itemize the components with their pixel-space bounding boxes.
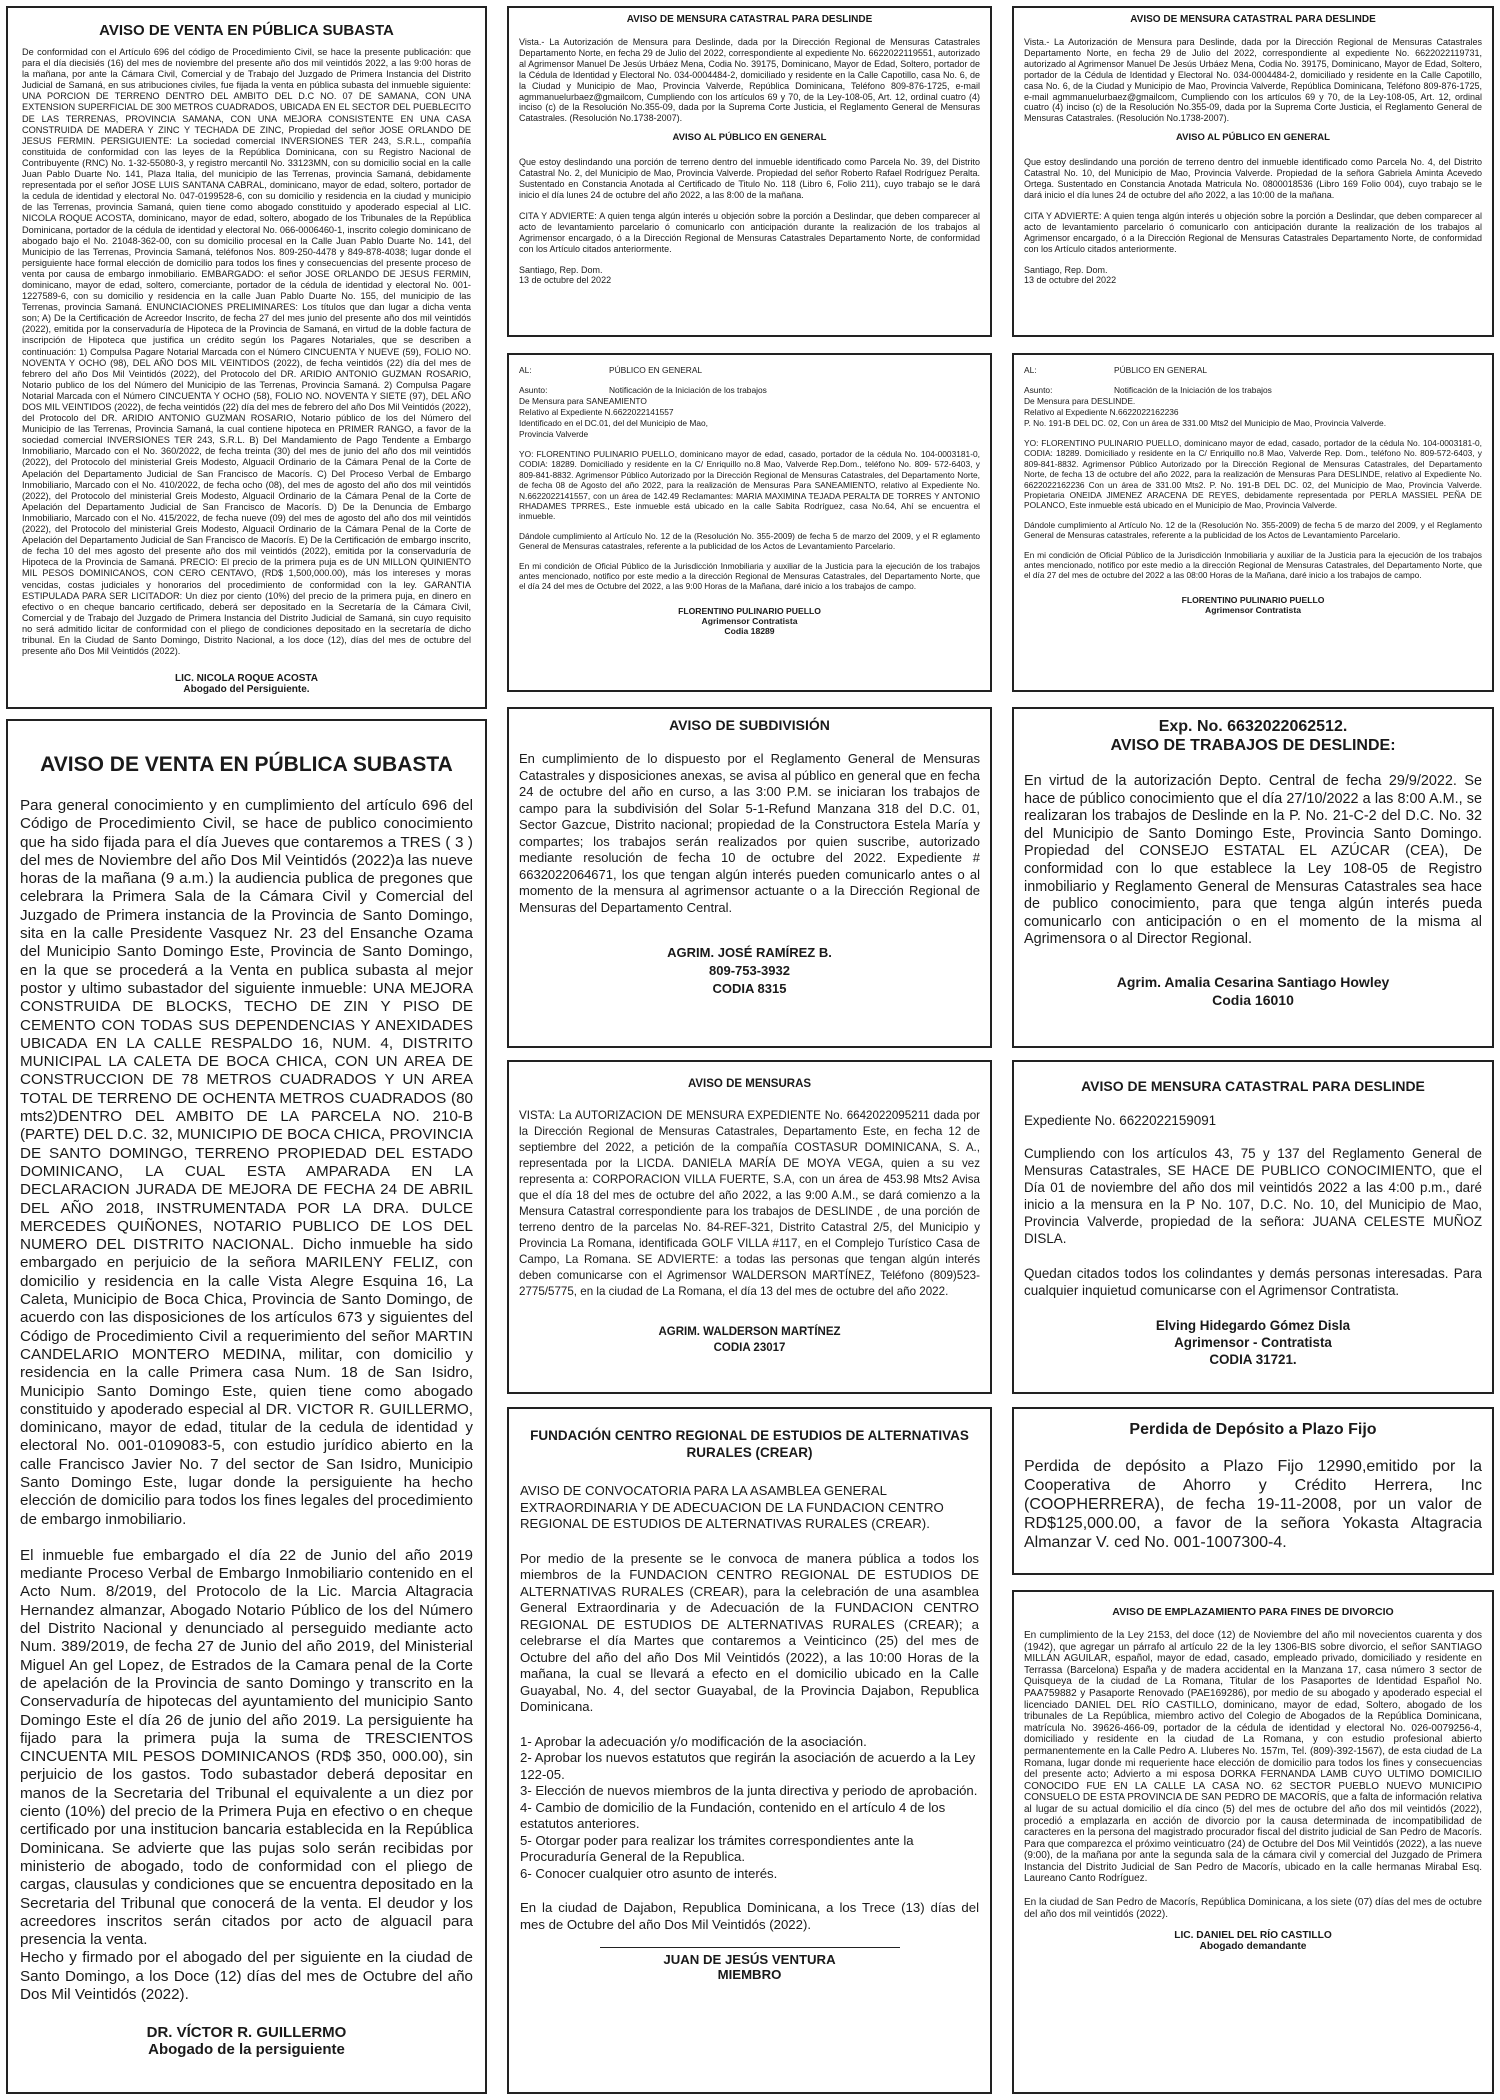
agenda-item: 1- Aprobar la adecuación y/o modificación de la asociación. [520,1733,867,1749]
field-label: Asunto: [519,385,548,395]
signature-phone: 809-753-3932 [709,963,790,978]
notice-title: AVISO DE MENSURA CATASTRAL PARA DESLINDE [1081,1078,1425,1094]
signature-role: MIEMBRO [717,1967,782,1982]
notice-title: FUNDACIÓN CENTRO REGIONAL DE ESTUDIOS DE ALTERNATIVAS RURALES (CREAR) [530,1428,969,1460]
notice-paragraph: En la ciudad de San Pedro de Macorís, República Dominicana, a los siete (07) días del mes de octubre del año dos mil veintidós (2022). [1024,1897,1482,1920]
notice-deslinde-works [1012,707,1494,1048]
notice-date: 13 de octubre del 2022 [519,275,612,286]
signature-line [600,1947,900,1948]
signature-role: Abogado de la persiguiente [148,2041,345,2059]
notice-paragraph: Dándole cumplimiento al Artículo No. 12 de la (Resolución No. 355-2009) de fecha 5 de marzo del 2009, y el Reglamento General de Mensuras catastrales, referente a la publicidad de los Actos de Levantamiento Parcelario. [1024,519,1482,541]
notice-line: Identificado en el DC.01, del del Municipio de Mao, [519,418,709,428]
signature-name: AGRIM. WALDERSON MARTÍNEZ [658,1326,841,1338]
notice-auction-samana [6,6,487,709]
signature-role: Abogado del Persiguiente. [183,684,310,696]
notice-paragraph: Que estoy deslindando una porción de terreno dentro del inmueble identificado como Parcela No. 39, del Distrito Catastral No. 2, del Municipio de Mao, Provincia Valverde. Propiedad del señor Roberto Rafael Rodríguez Peralta. Sustentado en Constancia Anotada al Certificado de Titulo No. 118 (Libro 6, Folio 211), cuyo trabajo se le dará inicio el día lunes 24 de octubre del año 2022, a las 8:00 de la mañana. [519,157,980,200]
notice-paragraph: En mi condición de Oficial Público de la Jurisdicción Inmobiliaria y auxiliar de la Justicia para la ejecución de los trabajos antes mencionado, notifico por este medio a la dirección Regional de Mensuras Catastrales, del Departamento Norte, que el día 27 del mes de octubre del 2022 a las 08:00 Horas de la Mañana, daré inicio a los trabajos de campo. [1024,549,1482,581]
signature-role: Agrimensor Contratista [701,615,798,626]
notice-paragraph: Vista.- La Autorización de Mensura para Deslinde, dada por la Dirección Regional de Mensuras Catastrales Departamento Norte, en fecha 29 de Julio del 2022, correspondiente al expediente No. 6622022119551, autorizado al Agrimensor Manuel De Jesús Urbáez Mena, Codia No. 39175, Dominicano, Mayor de Edad, Soltero, portador de la Cédula de Identidad y Electoral No. 034-0004484-2, domiciliado y residente en la Calle Capotillo, casa No. 6, de la Ciudad y Municipio de Mao, Provincia Valverde, República Dominicana, Teléfono 809-876-1725, e-mail agmmanuelurbaez@gmailcom, Cumpliendo con los artículos 69 y 70, de la Ley-108-05, Art. 12, ordinal cuatro (4) inciso (c) de la Resolución No.355-09, dada por la Suprema Corte Justicia, el Reglamento General de Mensuras Catastrales. (Resolución No.1738-2007). [519,37,980,124]
notice-auction-santo-domingo [6,719,487,2094]
signature-role: Abogado demandante [1199,1941,1307,1953]
notice-cadastral-survey-parcel-4 [1012,6,1494,337]
notice-paragraph: Cumpliendo con los artículos 43, 75 y 137 del Reglamento General de Mensuras Catastrales, SE HACE DE PUBLICO CONOCIMIENTO, que el Día 01 de noviembre del año dos mil veintidós 2022 a las 4:00 p.m., daré inicio a la mensura en la P No. 107, D.C. No. 10, del Municipio de Mao, Provincia Valverde, propiedad de la señora: JUANA CELESTE MUÑOZ DISLA. [1024,1146,1482,1246]
notice-paragraph: Quedan citados todos los colindantes y demás personas interesadas. Para cualquier inquietud comunicarse con el Agrimensor Contratista. [1024,1266,1482,1298]
signature-codia: Codia 16010 [1212,991,1294,1008]
notice-cadastral-survey-p107 [1012,1060,1494,1394]
notice-paragraph: Para general conocimiento y en cumplimiento del artículo 696 del Código de Procedimiento Civil, se hace de publico conocimiento que ha sido fijada para el día Jueves que contaremos a TRES ( 3 ) del mes de Noviembre del año Dos Mil Veintidós (2022)a las nueve horas de la mañana (9 a.m.) la audiencia publica de pregones que celebrara la Primera Sala de la Cámara Civil y Comercial del Juzgado de Primera instancia de la Provincia de Santo Domingo, sita en la calle Presidente Vasquez Nr. 23 del Ensanche Ozama del Municipio Santo Domingo Este, Provincia de Santo Domingo, en la que se procederá a la Venta en publica subasta al mejor postor y ultimo subastador del siguiente inmueble: UNA MEJORA CONSTRUIDA DE BLOCKS, TECHO DE ZIN Y PISO DE CEMENTO CON TODAS SUS DEPENDENCIAS Y ANEXIDADES UBICADA EN LA CALLE RESPALDO 16, NUM. 4, DISTRITO MUNICIPAL LA CALETA DE BOCA CHICA, CON UN AREA DE CONSTRUCCION DE 78 METROS CUADRADOS Y UN AREA TOTAL DE TERRENO DE OCHENTA METROS CUADRADOS (80 mts2)DENTRO DEL AMBITO DE LA PARCELA NO. 210-B (PARTE) DEL D.C. 32, MUNICIPIO DE BOCA CHICA, PROVINCIA DE SANTO DOMINGO, TERRENO PROPIEDAD DEL ESTADO DOMINICANO, LA CUAL ESTA AMPARADA EN LA DECLARACION JURADA DE MEJORA DE FECHA 24 DE ABRIL DEL AÑO 2018, INSTRUMENTADA POR LA DRA. DULCE MERCEDES QUIÑONES, NOTARIO PUBLICO DE LOS DEL NUMERO DEL DISTRITO NACIONAL. Dicho inmueble ha sido embargado en perjuicio de la señora MARILENY FELIZ, con domicilio y residencia en la calle Vista Alegre Esquina 16, La Caleta, Municipio de Boca Chica, Provincia de Santo Domingo, de acuerdo con las disposiciones de los artículos 673 y siguientes del Código de Procedimiento Civil a requerimiento del señor MARTIN CANDELARIO MONTERO MEDINA, militar, con domicilio y residencia en la calle Primera casa Num. 18 de San Isidro, Municipio Santo Domingo Este, quien tiene como abogado constituido y apoderado especial al DR. VICTOR R. GUILLERMO, dominicano, mayor de edad, titular de la cedula de identidad y electoral No. 001-0109083-5, con estudio jurídico abierto en la calle Francisco Javier No. 7 del sector de San Isidro, Municipio Santo Domingo Este, lugar donde la persiguiente ha hecho elección de domicilio para todos los fines legales del procedimiento de embargo inmobiliario. [20,797,473,1528]
field-value: PÚBLICO EN GENERAL [609,365,703,375]
notice-paragraph: Hecho y firmado por el abogado del per siguiente en la ciudad de Santo Domingo, a los Doce (12) días del mes de Octubre del año Dos Mil Veintidós (2022). [20,1949,473,2003]
notice-title: AVISO DE MENSURA CATASTRAL PARA DESLINDE [626,14,873,25]
notice-body: De conformidad con el Artículo 696 del código de Procedimiento Civil, se hace la presente publicación: que para el día diecisiés (16) del mes de noviembre del presente año dos mil veintidós 2022, a las 9:00 horas de la mañana, por ante la Cámara Civil, Comercial y de Trabajo del Juzgado de Primera Instancia del Distrito Judicial de Samaná, en sus atribuciones civiles, fue fijada la venta en pública subasta del inmueble siguiente: UNA PORCION DE TERRENO DENTRO DEL AMBITO DEL D.C NO. 07 DE SAMANA, CON UNA EXTENSION SUPERFICIAL DE 300 METROS CUADRADOS, UBICADA EN EL SECTOR DEL PUEBLECITO DE LAS TERRENAS, PROVINCIA SAMANA, CON UNA MEJORA CONSISTENTE EN UNA CASA CONSTRUIDA DE MADERA Y ZINC Y TECHADA DE ZINC, Propiedad del señor JOSE ORLANDO DE JESUS FERMIN. PERSIGUIENTE: La sociedad comercial INVERSIONES TER 243, S.R.L., compañía constituida de conformidad con las leyes de la República Dominicana, con su Registro Nacional de Contribuyente (RNC) No. 1-32-55080-3, y registro mercantil No. 33123MN, con su domicilio social en la calle Juan Pablo Duarte No. 141, Plaza Italia, del municipio de las Terrenas, provincia Samaná, debidamente representada por el señor JOSE LUIS SANTANA CABRAL, dominicano, mayor de edad, soltero, portador de la cedula de identidad y electoral No. 047-0199528-6, con su domicilio y residencia en la ciudad y municipio de las Terrenas, provincia Samaná, quien tiene como abogado constituido y apoderado especial al LIC. NICOLA ROQUE ACOSTA, dominicano, mayor de edad, soltero, abogado de los Tribunales de la República Dominicana, portador de la cédula de identidad y electoral No. 066-0006460-1, inscrito colegio dominicano de abogado bajo el No. 21048-362-00, con su domicilio procesal en la Calle Juan Pablo Duarte No. 141, del Municipio de las Terrenas, Provincia Samaná, teléfonos Nos. 809-250-4478 y 849-878-4038; lugar donde el persiguiente hace formal elección de domicilio para todos los fines y consecuencias del presente proceso de venta por causa de embargo inmobiliario. EMBARGADO: el señor JOSE ORLANDO DE JESUS FERMIN, dominicano, mayor de edad, soltero, comerciante, portador de la cédula de identidad y electoral No. 001-1227589-6, con su domicilio y residencia en la calle Juan Pablo Duarte No. 155, del municipio de las Terrenas, provincia Samaná. ENUNCIACIONES PRELIMINARES: Los títulos que dan lugar a dicha venta son; A) De la Certificación de Acreedor Inscrito, de fecha 27 del mes junio del presente año dos mil veintidós (2022), emitida por la conservaduría de Hipoteca de la Provincia de Samaná, en virtud de la doble factura de inscripción de Hipoteca que justifica un crédito según los Pagares Notariales, que se describen a continuación: 1) Compulsa Pagare Notarial Marcada con el Número CINCUENTA Y NUEVE (59), FOLIO NO. NOVENTA Y OCHO (98), DEL AÑO DOS MIL VEINTIDOS (2022), de fecha veintidós (22) día del mes de febrero del año Dos Mil Veintidós (2022), del Protocolo del DR. ARIDIO ANTONIO GUZMAN ROSARIO, Notario publico de los del Número del Municipio de las Terrenas, Provincia Samaná. 2) Compulsa Pagare Notarial Marcada con el Número CINCUENTA Y OCHO (58), FOLIO NO. NOVENTA Y SIETE (97), DEL AÑO DOS MIL VEINTIDOS (2022), de fecha veintidós (22) día del mes de febrero del año Dos Mil Veintidós (2022), del Protocolo del DR. ARIDIO ANTONIO GUZMAN ROSARIO, Notario público de los del Número del Municipio de las Terrenas, Provincia Samaná, la cual contiene hipoteca en PRIMER RANGO, a favor de la sociedad comercial INVERSIONES TER 243, S.R.L. B) Del Mandamiento de Pago Tendente a Embargo Inmobiliario, Marcado con el No. 360/2022, de fecha treinta (30) del mes de junio del año dos mil veintidós (2022), del Protocolo del ministerial Greis Modesto, Alguacil Ordinario de la Cámara Penal de la Corte de Apelación del Departamento Judicial de San Francisco de Macorís. C) Del Proceso Verbal de Embargo Inmobiliario, Marcado con el No. 410/2022, de fecha ocho (08), del mes de agosto del año dos mil veintidós (2022), del Protocolo del ministerial Greis Modesto, Alguacil Ordinario de la Cámara Penal de la Corte de Apelación del Departamento Judicial de San Francisco de Macorís. D) De la Denuncia de Embargo Inmobiliario, Marcado con el No. 415/2022, de fecha nueve (09) del mes de agosto del año dos mil veintidós (2022), del Protocolo del ministerial Greis Modesto, Alguacil Ordinario de la Cámara Penal de la Corte de Apelación del Departamento Judicial de San Francisco de Macorís. E) De la Certificación de embargo inscrito, de fecha 10 del mes agosto del presente año dos mil veintidós (2022), emitida por la conservaduría de Hipoteca de la Provincia de Samaná. PRECIO: El precio de la primera puja es de UN MILLON QUINIENTO MIL PESOS DOMINICANOS, CON CERO CENTAVO, (RD$ 1,500,000.00), más los intereses y moras vencidas, costas judiciales y honorarios del procedimiento de conformidad con la ley. GARANTIA ESTIPULADA PARA SER LICITADOR: Un diez por ciento (10%) del precio de la primera puja, en dinero en efectivo o en cheque bancario certificado, deberá ser depositado en la Secretaría de la Cámara Civil, Comercial y de Trabajo del Juzgado de Primera Instancia del Distrito Judicial de Samaná, sin cuyo requisito no será admitido licitar de conformidad con el pliego de condiciones depositado en la secretaría de dicho tribunal. En la Ciudad de Santo Domingo, Distrito Nacional, a los doce (12), días del mes de octubre del presente año Dos Mil Veintidós (2022). [22,47,471,657]
notice-title: AVISO DE VENTA EN PÚBLICA SUBASTA [40,753,453,776]
notice-title: AVISO DE EMPLAZAMIENTO PARA FINES DE DIVORCIO [1112,1606,1394,1618]
agenda-item: 4- Cambio de domicilio de la Fundación, contenido en el artículo 4 de los estatutos anteriores. [520,1799,946,1831]
signature-codia: CODIA 23017 [713,1342,786,1354]
signature-name: FLORENTINO PULINARIO PUELLO [678,605,821,616]
notice-expediente: Expediente No. 6622022159091 [1024,1113,1217,1128]
notice-subtitle: AVISO AL PÚBLICO EN GENERAL [672,132,827,144]
notice-date: 13 de octubre del 2022 [1024,275,1117,286]
field-label: Asunto: [1024,385,1053,395]
notice-divorce-summons [1012,1590,1494,2094]
signature-codia: Codia 18289 [724,625,775,636]
notice-paragraph: Dándole cumplimiento al Artículo No. 12 de la (Resolución No. 355-2009) de fecha 5 de marzo del 2009, y el R eglamento General de Mensuras catastrales, referente a la publicidad de los Actos de Levantamiento Parcelario. [519,530,980,552]
notice-paragraph: CITA Y ADVIERTE: A quien tenga algún interés u objeción sobre la porción a Deslindar, que deben comparecer al acto de levantamiento parcelario ó comunicarlo con anticipación durante la realización de los trabajos al Agrimensor encargado, ó a la Dirección Regional de Mensuras Catastrales Departamento Norte, de conformidad con los Artículo citados anteriormente. [519,210,980,254]
notice-paragraph: En la ciudad de Dajabon, Republica Dominicana, a los Trece (13) días del mes de Octubre del año Dos Mil Veintidós (2022). [520,1900,979,1932]
agenda-item: 3- Elección de nuevos miembros de la junta directiva y periodo de aprobación. [520,1783,978,1798]
signature-name: Agrim. Amalia Cesarina Santiago Howley [1116,973,1390,990]
notice-subdivision [507,707,992,1048]
notice-cadastral-survey-parcel-39 [507,6,992,337]
notice-survey-la-romana [507,1060,992,1394]
notice-line: De Mensura para DESLINDE. [1024,396,1136,406]
notice-title: Perdida de Depósito a Plazo Fijo [1129,1421,1377,1438]
notice-paragraph: AVISO DE CONVOCATORIA PARA LA ASAMBLEA GENERAL EXTRAORDINARIA Y DE ADECUACION DE LA FUNDACION CENTRO REGIONAL DE ESTUDIOS DE ALTERNATIVAS RURALES (CREAR). [520,1483,944,1531]
notice-title: AVISO DE MENSURA CATASTRAL PARA DESLINDE [1130,14,1376,25]
notice-body: Perdida de depósito a Plazo Fijo 12990,emitido por la Cooperativa de Ahorro y Crédito Herrera, Inc (COOPHERRERA), de fecha 19-11-2008, por un valor de RD$125,000.00, a favor de la señora Yokasta Altagracia Almanzar V. ced No. 001-1007300-4. [1024,1458,1482,1551]
notice-paragraph: YO: FLORENTINO PULINARIO PUELLO, dominicano mayor de edad, casado, portador de la cédula No. 104-0003181-0, CODIA: 18289. Domiciliado y residente en la C/ Enriquillo no.8 Mao, Valverde Rep.Dom., teléfono No. 809- 572-6403, y 809-841-8832. Agrimensor Público Autorizado por la Dirección Regional de Mensuras Catastrales, del Departamento Norte, de fecha 08 de Agosto del año 2022, para la realización de Mensuras Para SANEAMIENTO, relativo al Expediente No. N.6622022141557, con un área de 142.49 Reclamantes: MARIA MAXIMINA TEJADA PERALTA DE TORRES Y ANTONIO RHADAMES TPRRES., Este inmueble está ubicado en la calle Sabita Rodríguez, casa No.64, Ahí se encuentra el inmueble. [519,449,980,522]
agenda-list [520,1734,979,1883]
signature-name: DR. VÍCTOR R. GUILLERMO [146,2024,347,2042]
signature-name: LIC. DANIEL DEL RÍO CASTILLO [1174,1930,1332,1942]
notice-title: AVISO DE MENSURAS [687,1078,812,1090]
notice-place: Santiago, Rep. Dom. [1024,264,1108,275]
signature-name: Elving Hidegardo Gómez Disla [1155,1318,1351,1333]
notice-paragraph: YO: FLORENTINO PULINARIO PUELLO, dominicano mayor de edad, casado, portador de la cédula No. 104-0003181-0, CODIA: 18289. Domiciliado y residente en la C/ Enriquillo no.8 Mao, Valverde Rep. Dom., teléfono No. 809-572-6403, y 809-841-8832. Agrimensor Público Autorizado por la Dirección Regional de Mensuras Catastrales, del Departamento Norte, de fecha 13 de octubre del año 2022, para la realización de Mensuras Para DESLINDE, relativo al Expediente No. 6622022162236 Con un área de 331.00 Mts2. P. No. 191-B DEL DC. 02, del Municipio de Mao, Provincia Valverde. Propietaria ONEIDA JIMENEZ ARACENA DE REYES, debidamente representada por PERLA MASSIEL PEÑA DE POLANCO, Este inmueble está ubicado en el Municipio de Mao, Provincia Valverde. [1024,438,1482,511]
notice-title: AVISO DE TRABAJOS DE DESLINDE: [1110,737,1396,754]
notice-paragraph: En mi condición de Oficial Público de la Jurisdicción Inmobiliaria y auxiliar de la Justicia para la ejecución de los trabajos antes mencionado, notifico por este medio a la dirección Regional de Mensuras Catastrales, del Departamento Norte, que el día 24 del mes de Octubre del 2022, a las 9:00 Horas de la Mañana, daré inicio a los trabajos de campo. [519,560,980,592]
signature-codia: CODIA 8315 [712,981,787,996]
notice-subtitle: AVISO AL PÚBLICO EN GENERAL [1176,132,1330,144]
notice-line: Relativo al Expediente N.6622022162236 [1024,407,1179,417]
field-value: PÚBLICO EN GENERAL [1114,365,1208,375]
agenda-item: 2- Aprobar los nuevos estatutos que regirán la asociación de acuerdo a la Ley 122-05. [520,1750,976,1782]
notice-expediente: Exp. No. 6632022062512. [1158,718,1348,735]
notice-line: Provincia Valverde [519,429,589,439]
notice-paragraph: Que estoy deslindando una porción de terreno dentro del inmueble identificado como Parcela No. 4, del Distrito Catastral No. 10, del Municipio de Mao, Provincia Valverde. Propiedad de la señora Gabriela Aminta Acevedo Ortega. Sustentado en Constancia Anotada Matricula No. 0800018536 (Libro 169 Folio 004), cuyo trabajo se le dará inicio el día lunes 24 de octubre del año 2022, a las 10:00 de la mañana. [1024,157,1482,200]
agenda-item: 5- Otorgar poder para realizar los trámites correspondientes ante la Procuraduría General de la Republica. [520,1832,914,1864]
notice-paragraph: Vista.- La Autorización de Mensura para Deslinde, dada por la Dirección Regional de Mensuras Catastrales Departamento Norte, en fecha 29 de Julio del 2022, correspondiente al expediente No. 6622022119731, autorizado al Agrimensor Manuel De Jesús Urbáez Mena, Codia No. 39175, Dominicano, Mayor de Edad, Soltero, portador de la Cédula de Identidad y Electoral No. 034-0004484-2, domiciliado y residente en la Calle Capotillo, casa No. 6, de la Ciudad y Municipio de Mao, Provincia Valverde, República Dominicana, Teléfono 809-876-1725, e-mail agmmanuelurbaez@gmailcom, Cumpliendo con los artículos 69 y 70, de la Ley-108-05, Art. 12, ordinal cuatro (4) inciso (c) de la Resolución No.355-09, dada por la Suprema Corte Justicia, el Reglamento General de Mensuras Catastrales. (Resolución No.1738-2007). [1024,37,1482,124]
field-value: Notificación de la Iniciación de los trabajos [609,385,767,395]
field-label: AL: [519,365,532,375]
signature-role: Agrimensor - Contratista [1174,1335,1332,1350]
field-label: AL: [1024,365,1037,375]
signature-codia: CODIA 31721. [1209,1352,1297,1367]
notice-paragraph: CITA Y ADVIERTE: A quien tenga algún interés u objeción sobre la porción a Deslindar, que deben comparecer al acto de levantamiento parcelario ó comunicarlo con anticipación durante la realización de los trabajos al Agrimensor encargado, ó a la Dirección Regional de Mensuras Catastrales Departamento Norte, de conformidad con los Artículo citados anteriormente. [1024,210,1482,254]
notice-line: P. No. 191-B DEL DC. 02, Con un área de 331.00 Mts2 del Municipio de Mao, Provincia Valverde. [1024,418,1387,428]
notice-survey-deslinde-191b [1012,353,1494,692]
notice-body: En virtud de la autorización Depto. Central de fecha 29/9/2022. Se hace de público conocimiento que el día 27/10/2022 a las 8:00 A.M., se realizaran los trabajos de Deslinde en la P. No. 21-C-2 del D.C. No. 32 del Municipio de Santo Domingo Este, Provincia Santo Domingo. Propiedad del CONSEJO ESTATAL EL AZÚCAR (CEA), De conformidad con lo que establece la Ley 108-05 de Registro inmobiliario y Reglamento General de Mensuras Catastrales sea hace de publico conocimiento, para que tenga algún interés pueda comunicarlo con anticipación o en el momento de la misma al Agrimensora o al Director Regional. [1024,773,1482,948]
signature-name: LIC. NICOLA ROQUE ACOSTA [175,673,318,685]
signature-name: AGRIM. JOSÉ RAMÍREZ B. [667,945,832,960]
notice-paragraph: En cumplimiento de la Ley 2153, del doce (12) de Noviembre del año mil novecientos cuarenta y dos (1942), que agregar un párrafo al artículo 22 de la ley 1306-BIS sobre divorcio, el señor SANTIAGO MILLÁN AGUILAR, español, mayor de edad, casado, empleado privado, domiciliado y residente en Terrassa (Barcelona) España y de madera accidental en la Manzana 17, casa número 3 sector de Quisqueya de la ciudad de La Romana, Titular de los Pasaportes de Identidad Español No. PAA759882 y Pasaporte Renovado (PAE169286), por medio de su abogado y apoderado especial el licenciado DANIEL DEL RÍO CASTILLO, dominicano, mayor de edad, Soltero, abogado de los tribunales de La República, miembro activo del Colegio de Abogados de la República Dominicana, matrícula No. 39626-466-09, portador de la cédula de identidad y electoral No. 026-0079256-4, domiciliado y residente en la ciudad de La Romana, y con estudio profesional abierto permanentemente en la Calle Pedro A. Lluberes No. 157m, Tel. (809)-392-1567), de esta ciudad de La Romana, lugar donde mi requeriente hace elección de domicilio para todos los fines y consecuencias del presente acto; Advierto a mi esposa DORKA FERNANDA LAMB CUYO ULTIMO DOMICILIO CONOCIDO FUE EN LA CALLE LA CASA NO. 62 SECTOR PUEBLO NUEVO MUNICIPIO CONSUELO DE ESTA PROVINCIA DE SAN PEDRO DE MACORÍS, que a falta de información relativa al lugar de su actual domicilio el día cinco (5) del mes de octubre del año dos mil veintidós (2022), procedió a emplazarla en acción de divorcio por la causa determinada de incompatibilidad de caracteres en la persona del magistrado procurador fiscal del distrito judicial de San Pedro de Macorís. Para que comparezca el próximo veinticuatro (24) de Octubre del Dos Mil Veintidós (2022), a las nueve (9:00), de la mañana por ante la segunda sala de la cámara civil y comercial del Juzgado de Primera Instancia del Distrito Judicial de San Pedro de Macorís, ubicado en la calle hermanas Mirabal Esq. Laureano Canto Rodríguez. [1024,1630,1482,1885]
notice-line: Relativo al Expediente N.6622022141557 [519,407,674,417]
notice-title: AVISO DE VENTA EN PÚBLICA SUBASTA [99,22,394,39]
notice-title: AVISO DE SUBDIVISIÓN [669,717,830,733]
agenda-item: 6- Conocer cualquier otro asunto de interés. [520,1865,778,1881]
notice-lost-deposit [1012,1407,1494,1575]
field-value: Notificación de la Iniciación de los trabajos [1114,385,1272,395]
notice-body: VISTA: La AUTORIZACION DE MENSURA EXPEDIENTE No. 6642022095211 dada por la Dirección Regional de Mensuras Catastrales, Departamento Este, en fecha 12 de septiembre del 2022, a petición de la compañía COSTASUR DOMINICANA, S. A., representada por la LICDA. DANIELA MARÍA DE MOYA VEGA, quien a su vez representa a: CORPORACION VILLA FUERTE, S.A, con un área de 453.98 Mts2 Avisa que el día 18 del mes de octubre del año 2022, a las 9:00 A.M., se dará comienzo a la Mensura Catastral correspondiente para los trabajos de DESLINDE , de una porción de terreno dentro de la parcelas No. 84-REF-321, Distrito Catastral 2/5, del Municipio y Provincia La Romana, identificada GOLF VILLA #117, en el Complejo Turístico Casa de Campo, La Romana. SE ADVIERTE: a todas las personas que tengan algún interés deben comunicarse con el Agrimensor WALDERSON MARTÍNEZ, Teléfono (809)523-2775/5775, en la ciudad de La Romana, el día 13 del mes de octubre del año 2022. [519,1109,980,1298]
notice-place: Santiago, Rep. Dom. [519,264,603,275]
signature-name: JUAN DE JESÚS VENTURA [663,1952,836,1967]
notice-paragraph: Por medio de la presente se le convoca de manera pública a todos los miembros de la FUNDACION CENTRO REGIONAL DE ESTUDIOS DE ALTERNATIVAS RURALES (CREAR), para la celebración de una asamblea General Extraordinaria y de Adecuación de la FUNDACION CENTRO REGIONAL DE ESTUDIOS DE ALTERNATIVAS RURALES (CREAR); a celebrarse el día Martes que contaremos a Veinticinco (25) del mes de Octubre del año del año Dos Mil Veintidós (2022), a las 10:00 Horas de la mañana, la cual se llevará a efecto en el domicilio ubicado en la Calle Guayabal, No. 4, del sector Guayabal, de la Provincia Dajabon, Republica Dominicana. [520,1550,979,1714]
notice-foundation-crear [507,1407,992,2094]
signature-name: FLORENTINO PULINARIO PUELLO [1181,594,1325,605]
notice-paragraph: El inmueble fue embargado el día 22 de Junio del año 2019 mediante Proceso Verbal de Embargo Inmobiliario contenido en el Acto Num. 8/2019, del Protocolo de la Lic. Marcia Altagracia Hernandez almanzar, Abogado Notario Público de los del Número del Distrito Nacional y denunciado al perseguido mediante acto Num. 389/2019, de fecha 27 de Junio del año 2019, del Ministerial Miguel An gel Lopez, de Estrados de la Camara penal de la Corte de apelación de la Provincia de santo Domingo y transcrito en la Conservaduría de hipotecas del ayuntamiento del municipio Santo Domingo Este el día 26 de junio del año 2019. La persiguiente ha fijado para la primera puja la suma de TRESCIENTOS CINCUENTA MIL PESOS DOMINICANOS (RD$ 350, 000.00), sin perjuicio de los gastos. Todo subastador deberá depositar en manos de la Secretaria del Tribunal el equivalente a un diez por ciento (10%) del precio de la Primera Puja en efectivo o en cheque certificado por una institucion bancaria establecida en la República Dominicana. Se advierte que las pujas solo serán recibidas por ministerio de abogado, todo de conformidad con el pliego de cargas, clausulas y condiciones que se encuentra depositado en la Secretaria del Tribunal que conocerá de la venta. El deudor y los acreedores inscritos serán citados por acto de alguacil para presencia la venta. [20,1546,473,1949]
signature-role: Agrimensor Contratista [1205,604,1301,615]
notice-body: En cumplimiento de lo dispuesto por el Reglamento General de Mensuras Catastrales y disposiciones anexas, se avisa al público en general que en fecha 24 de octubre del año en curso, a las 3:00 P.M. se iniciaran los trabajos de campo para la subdivisión del Solar 5-1-Refund Manzana 318 del D.C. 01, Sector Gazcue, Distrito nacional; propiedad de la Constructora Estela María y compartes; los trabajos serán realizados por quien suscribe, autorizado mediante resolución de fecha 10 de octubre del 2022. Expediente # 6632022064671, los que tengan algún interés pueden comunicarlo antes o al momento de la mensura al agrimensor actuante o a la Dirección Regional de Mensuras del Departamento Central. [519,751,980,915]
notice-line: De Mensura para SANEAMIENTO [519,396,647,406]
notice-survey-saneamiento [507,353,992,692]
